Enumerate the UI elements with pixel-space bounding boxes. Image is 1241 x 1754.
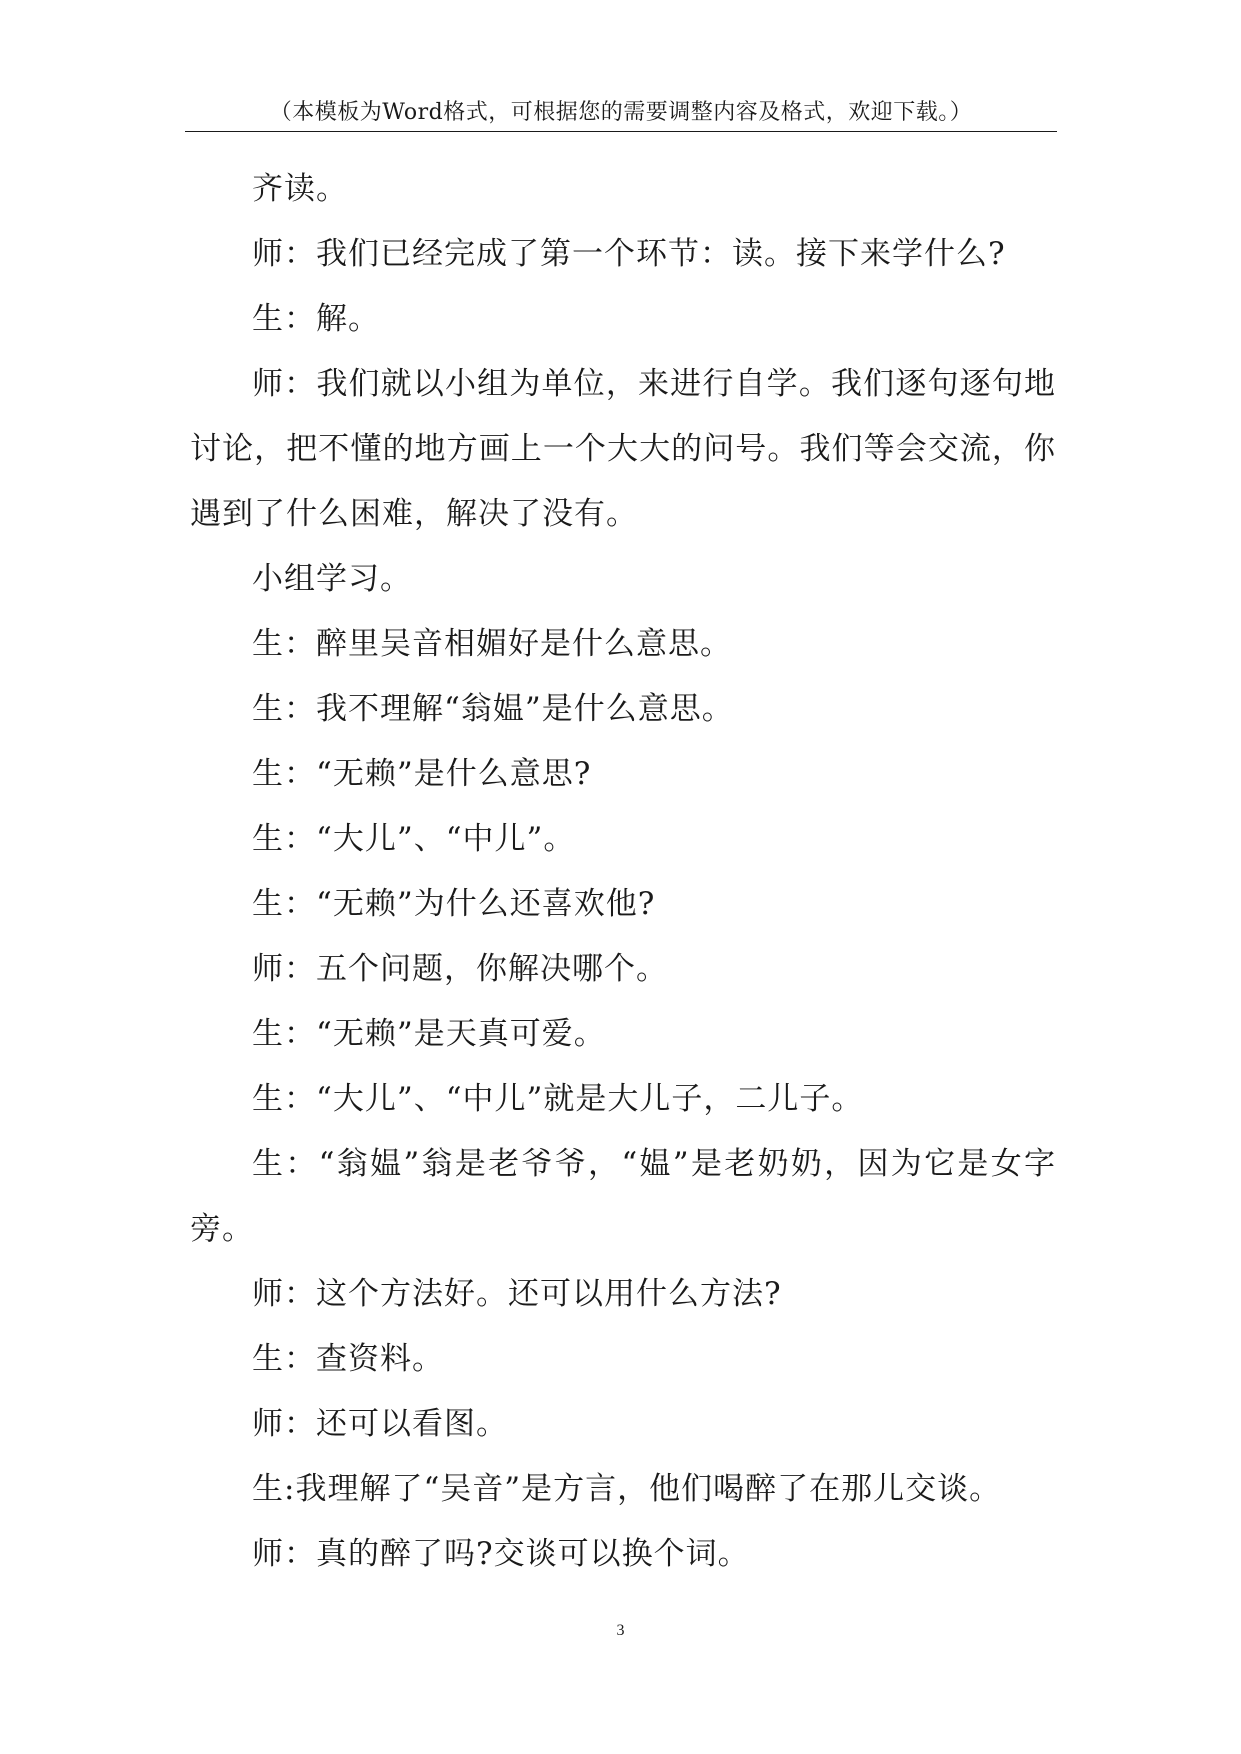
paragraph: 生：查资料。	[252, 1341, 444, 1377]
page-header-note: （本模板为Word格式，可根据您的需要调整内容及格式，欢迎下载。）	[269, 100, 973, 125]
paragraph: 生：“大儿”、“中儿”。	[252, 821, 576, 857]
paragraph: 生：我不理解“翁媪”是什么意思。	[252, 691, 734, 727]
paragraph: 师：五个问题，你解决哪个。	[252, 951, 668, 987]
paragraph: 师：真的醉了吗?交谈可以换个词。	[252, 1536, 750, 1572]
paragraph: 小组学习。	[252, 561, 412, 597]
paragraph: 齐读。	[252, 171, 348, 207]
paragraph: 生：“大儿”、“中儿”就是大儿子，二儿子。	[252, 1081, 864, 1117]
paragraph: 生：“无赖”为什么还喜欢他?	[252, 886, 656, 922]
paragraph: 生:我理解了“吴音”是方言，他们喝醉了在那儿交谈。	[252, 1471, 1002, 1507]
page-number: 3	[616, 1622, 625, 1639]
paragraph: 生：醉里吴音相媚好是什么意思。	[252, 626, 732, 662]
document-body	[190, 157, 1056, 1587]
paragraph: 师：我们已经完成了第一个环节：读。接下来学什么?	[252, 236, 1006, 272]
header-divider	[185, 131, 1057, 132]
paragraph: 生：“无赖”是什么意思?	[252, 756, 592, 792]
paragraph: 师：我们就以小组为单位，来进行自学。我们逐句逐句地讨论，把不懂的地方画上一个大大的问号。我们等会交流，你遇到了什么困难，解决了没有。	[190, 366, 1056, 532]
paragraph: 生：“无赖”是天真可爱。	[252, 1016, 606, 1052]
paragraph: 师：还可以看图。	[252, 1406, 508, 1442]
paragraph: 生：“翁媪”翁是老爷爷，“媪”是老奶奶，因为它是女字旁。	[190, 1146, 1056, 1247]
paragraph: 生：解。	[252, 301, 380, 337]
paragraph: 师：这个方法好。还可以用什么方法?	[252, 1276, 782, 1312]
